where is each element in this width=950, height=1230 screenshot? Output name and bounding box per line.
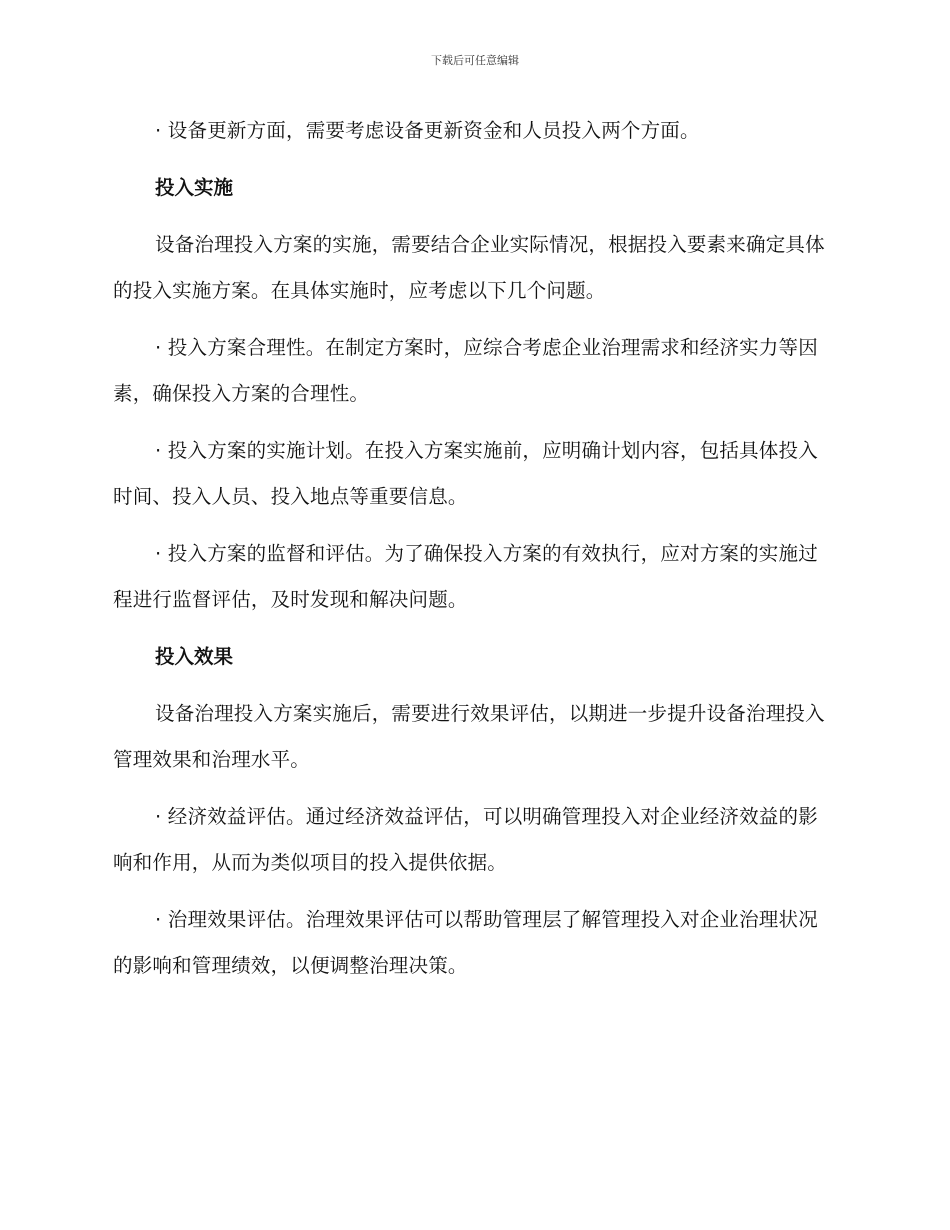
bullet-paragraph-plan: · 投入方案的实施计划。在投入方案实施前，应明确计划内容，包括具体投入时间、投入人员、投入地点等重要信息。 [113, 439, 818, 508]
bullet-paragraph-equipment-update: · 设备更新方面，需要考虑设备更新资金和人员投入两个方面。 [155, 119, 700, 142]
bullet-paragraph-rationality: · 投入方案合理性。在制定方案时，应综合考虑企业治理需求和经济实力等因素，确保投入方案的合理性。 [113, 336, 818, 405]
paragraph-effect-intro: 设备治理投入方案实施后，需要进行效果评估，以期进一步提升设备治理投入管理效果和治理水平。 [113, 702, 825, 771]
section-heading-implementation: 投入实施 [155, 176, 234, 199]
bullet-paragraph-governance-effect: · 治理效果评估。治理效果评估可以帮助管理层了解管理投入对企业治理状况的影响和管理绩效，以便调整治理决策。 [113, 908, 818, 977]
paragraph-implementation-intro: 设备治理投入方案的实施，需要结合企业实际情况，根据投入要素来确定具体的投入实施方案。在具体实施时，应考虑以下几个问题。 [113, 233, 825, 302]
bullet-paragraph-economic-benefit: · 经济效益评估。通过经济效益评估，可以明确管理投入对企业经济效益的影响和作用，从而为类似项目的投入提供依据。 [113, 805, 818, 874]
section-heading-effect: 投入效果 [155, 645, 234, 668]
page-header-note: 下载后可任意编辑 [431, 54, 519, 67]
document-body [113, 108, 833, 989]
bullet-paragraph-supervision: · 投入方案的监督和评估。为了确保投入方案的有效执行，应对方案的实施过程进行监督评估，及时发现和解决问题。 [113, 542, 818, 611]
